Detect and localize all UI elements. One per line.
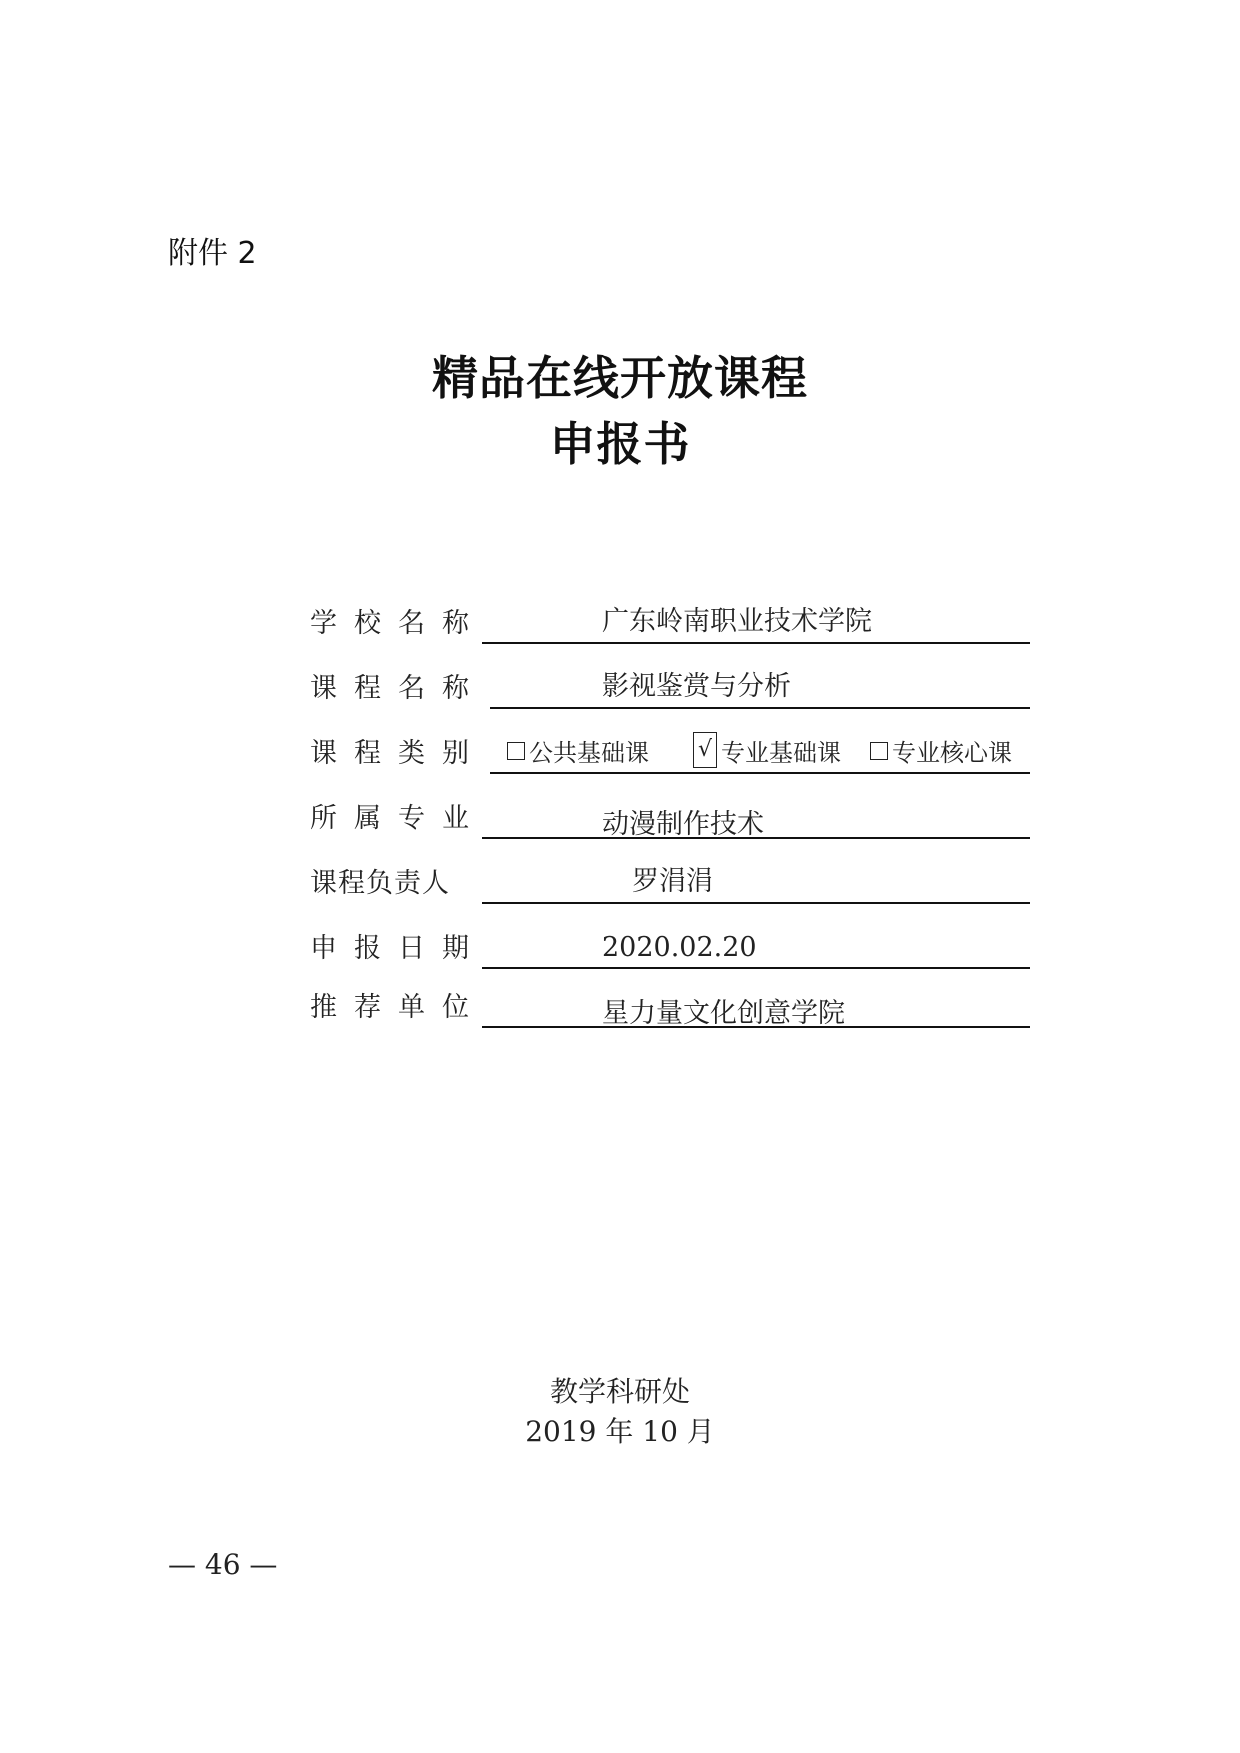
- page-number: — 46 —: [168, 1548, 278, 1581]
- underline: [490, 707, 1030, 709]
- document-subtitle: 申报书: [549, 417, 691, 471]
- document-title: 精品在线开放课程: [432, 351, 808, 405]
- option-public-basic[interactable]: [507, 733, 649, 768]
- field-school-name: [310, 594, 1030, 644]
- checkbox-checked-icon[interactable]: √: [693, 732, 717, 768]
- field-value: 动漫制作技术: [602, 809, 764, 840]
- field-course-category: [310, 724, 1030, 774]
- field-major: [310, 789, 1030, 839]
- option-label: 公共基础课: [529, 739, 649, 767]
- issuer: 教学科研处: [549, 1375, 690, 1408]
- option-professional-basic[interactable]: [693, 732, 841, 768]
- field-value: 罗涓涓: [632, 866, 713, 897]
- field-application-date: [310, 919, 1030, 969]
- field-value: 影视鉴赏与分析: [602, 671, 791, 702]
- field-value: 星力量文化创意学院: [602, 998, 845, 1029]
- checkbox-unchecked-icon[interactable]: [507, 742, 525, 760]
- underline: [490, 772, 1030, 774]
- field-course-lead: [310, 854, 1030, 904]
- field-label: 课程负责人: [310, 868, 450, 899]
- option-label: 专业基础课: [721, 738, 841, 767]
- field-value: 广东岭南职业技术学院: [602, 606, 872, 637]
- checkbox-unchecked-icon[interactable]: [870, 742, 888, 760]
- underline: [482, 642, 1030, 644]
- option-label: 专业核心课: [892, 739, 1012, 767]
- field-label: 课程类别: [310, 738, 486, 769]
- field-value: 2020.02.20: [602, 932, 757, 963]
- attachment-label: 附件 2: [168, 236, 257, 271]
- underline: [482, 902, 1030, 904]
- field-label: 学校名称: [310, 608, 486, 639]
- option-professional-core[interactable]: [870, 733, 1012, 768]
- field-course-name: [310, 659, 1030, 709]
- field-recommending-unit: [310, 978, 1030, 1028]
- field-label: 推荐单位: [310, 992, 486, 1023]
- underline: [482, 967, 1030, 969]
- field-label: 所属专业: [310, 803, 486, 834]
- field-label: 课程名称: [310, 673, 486, 704]
- field-label: 申报日期: [310, 933, 486, 964]
- issue-date: 2019 年 10 月: [525, 1415, 715, 1448]
